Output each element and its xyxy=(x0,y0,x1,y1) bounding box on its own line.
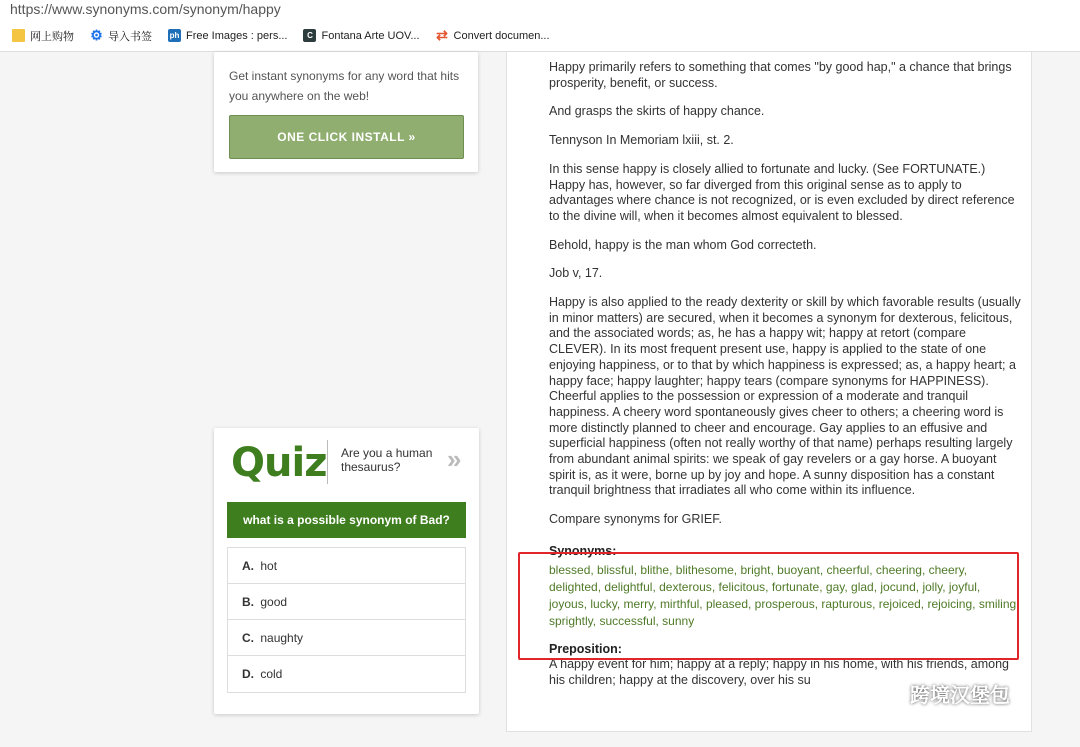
synonym-link[interactable]: rejoicing xyxy=(927,596,973,611)
bookmark-label: Free Images : pers... xyxy=(186,29,288,42)
synonym-link[interactable]: felicitous xyxy=(718,579,766,594)
bookmark-label: 网上购物 xyxy=(30,30,74,43)
synonyms-list: blessed, blissful, blithe, blithesome, bright, buoyant, cheerful, cheering, cheery, delighted, delightful, dexterous, felicitous, fortunate, gay, glad, jocund, jolly, joyful, joyous, lucky, merry, mirthful, pleased, prosperous, rapturous, rejoiced, rejoicing, smiling, sprightly, successful, sunny xyxy=(549,562,1020,628)
paragraph: And grasps the skirts of happy chance. xyxy=(549,104,765,119)
synonym-link[interactable]: blithe xyxy=(640,562,670,577)
synonym-link[interactable]: mirthful xyxy=(659,596,700,611)
ph-icon: ph xyxy=(169,31,180,40)
bookmarks-bar xyxy=(0,20,1080,52)
synonym-link[interactable]: cheerful xyxy=(826,562,870,577)
chevron-right-icon[interactable]: » xyxy=(447,444,462,474)
option-text: good xyxy=(260,594,288,609)
synonym-link[interactable]: joyful xyxy=(948,579,977,594)
install-description: Get instant synonyms for any word that hits you anywhere on the web! xyxy=(229,69,460,103)
convert-icon: ⇄ xyxy=(436,27,448,43)
synonyms-label: Synonyms: xyxy=(549,543,617,558)
synonym-link[interactable]: prosperous xyxy=(754,596,815,611)
paragraph: Compare synonyms for GRIEF. xyxy=(549,512,722,527)
synonym-link[interactable]: pleased xyxy=(705,596,748,611)
fontana-icon: C xyxy=(303,29,316,42)
synonym-link[interactable]: cheering xyxy=(875,562,922,577)
quiz-option-b[interactable] xyxy=(228,584,465,620)
paragraph: In this sense happy is closely allied to fortunate and lucky. (See FORTUNATE.) Happy has, however, so far diverged from this original sense as to apply to advantages where chance is not recognized, or is even excluded by direct reference to the divine will, when it becomes almost equivalent to blessed. xyxy=(549,161,1015,223)
synonym-link[interactable]: cheery xyxy=(928,562,964,577)
synonym-link[interactable]: merry xyxy=(623,596,654,611)
synonym-link[interactable]: bright xyxy=(740,562,771,577)
paragraph: Behold, happy is the man whom God correcteth. xyxy=(549,237,817,252)
synonym-link[interactable]: glad xyxy=(851,579,874,594)
address-bar[interactable]: https://www.synonyms.com/synonym/happy xyxy=(0,0,1080,20)
synonym-link[interactable]: blessed xyxy=(549,562,591,577)
watermark-text: 跨境汉堡包 xyxy=(910,685,1010,707)
preposition-text: A happy event for him; happy at a reply; happy in his home, with his friends, among his children; happy at the discovery, over his su xyxy=(549,657,1009,687)
option-letter: A. xyxy=(242,558,254,573)
option-letter: D. xyxy=(242,667,254,681)
synonym-link[interactable]: fortunate xyxy=(771,579,820,594)
synonym-link[interactable]: delightful xyxy=(604,579,653,594)
quiz-question: what is a possible synonym of Bad? xyxy=(227,502,466,538)
watermark xyxy=(866,679,1010,708)
synonym-link[interactable]: buoyant xyxy=(777,562,820,577)
synonym-link[interactable]: delighted xyxy=(549,579,598,594)
quiz-options xyxy=(227,547,466,693)
synonym-link[interactable]: sprightly xyxy=(549,613,593,628)
synonym-link[interactable]: gay xyxy=(825,579,845,594)
option-letter: B. xyxy=(242,594,254,609)
bookmark-fontana[interactable] xyxy=(303,29,419,42)
gear-icon: ⚙ xyxy=(90,27,103,43)
preposition-label: Preposition: xyxy=(549,641,622,656)
synonym-link[interactable]: joyous xyxy=(549,596,584,611)
wechat-icon xyxy=(866,680,902,708)
synonym-link[interactable]: jolly xyxy=(922,579,943,594)
quiz-option-c[interactable] xyxy=(228,620,465,656)
synonym-link[interactable]: blithesome xyxy=(675,562,734,577)
bookmark-import[interactable] xyxy=(90,28,152,44)
paragraph: Tennyson In Memoriam lxiii, st. 2. xyxy=(549,133,734,148)
quiz-option-d[interactable] xyxy=(228,656,465,692)
quiz-divider xyxy=(327,440,328,484)
bookmark-label: Fontana Arte UOV... xyxy=(321,29,420,42)
synonym-link[interactable]: successful xyxy=(599,613,656,628)
bookmark-label: 导入书签 xyxy=(108,30,152,43)
option-letter: C. xyxy=(242,630,254,645)
option-text: hot xyxy=(260,558,278,573)
paragraph: Happy primarily refers to something that comes "by good hap," a chance that brings prosperity, benefit, or success. xyxy=(549,60,1012,90)
quiz-subtitle: Are you a human thesaurus? xyxy=(341,446,433,474)
synonym-link[interactable]: jocund xyxy=(880,579,916,594)
folder-icon xyxy=(12,29,25,42)
install-card xyxy=(214,52,478,172)
synonym-link[interactable]: dexterous xyxy=(659,579,712,594)
synonym-link[interactable]: smiling xyxy=(978,596,1017,611)
synonym-link[interactable]: sunny xyxy=(662,613,695,628)
bookmark-free-images[interactable] xyxy=(168,29,287,42)
synonym-link[interactable]: rejoiced xyxy=(878,596,921,611)
quiz-option-a[interactable] xyxy=(228,548,465,584)
quiz-title: Quiz xyxy=(231,440,327,486)
option-text: cold xyxy=(260,667,283,681)
bookmark-convert[interactable] xyxy=(436,29,550,42)
synonym-link[interactable]: rapturous xyxy=(821,596,873,611)
bookmark-label: Convert documen... xyxy=(453,29,550,42)
synonym-link[interactable]: lucky xyxy=(590,596,617,611)
quiz-card xyxy=(214,428,479,714)
paragraph: Job v, 17. xyxy=(549,266,603,281)
option-text: naughty xyxy=(260,630,304,645)
one-click-install-button[interactable]: ONE CLICK INSTALL » xyxy=(229,115,464,159)
highlight-box xyxy=(518,552,1019,660)
paragraph: Happy is also applied to the ready dexterity or skill by which favorable results (usually in minor matters) are secured, when it becomes a synonym for dexterous, felicitous, and the associated words; as, he has a happy wit; happy at retort (compare CLEVER). In its most frequent present use, happy is applied to the state of one enjoying happiness, or to that by which happiness is expressed; as, a happy heart; a happy face; happy laughter; happy tears (compare synonyms for HAPPINESS). Cheerful applies to the possession or expression of a moderate and tranquil happiness. A cheery word spontaneously gives cheer to others; a cheering word is more distinctly planned to cheer and encourage. Gay applies to an effusive and superficial happiness (often not really worthy of that name) perhaps resulting largely from abundant animal spirits: we speak of gay revelers or a gay horse. A buoyant spirit is, as it were, borne up by joy and hope. A sunny disposition has a constant tranquil brightness that irradiates all who come within its influence. xyxy=(549,295,1021,498)
bookmark-shopping[interactable] xyxy=(12,28,74,44)
synonym-link[interactable]: blissful xyxy=(597,562,634,577)
